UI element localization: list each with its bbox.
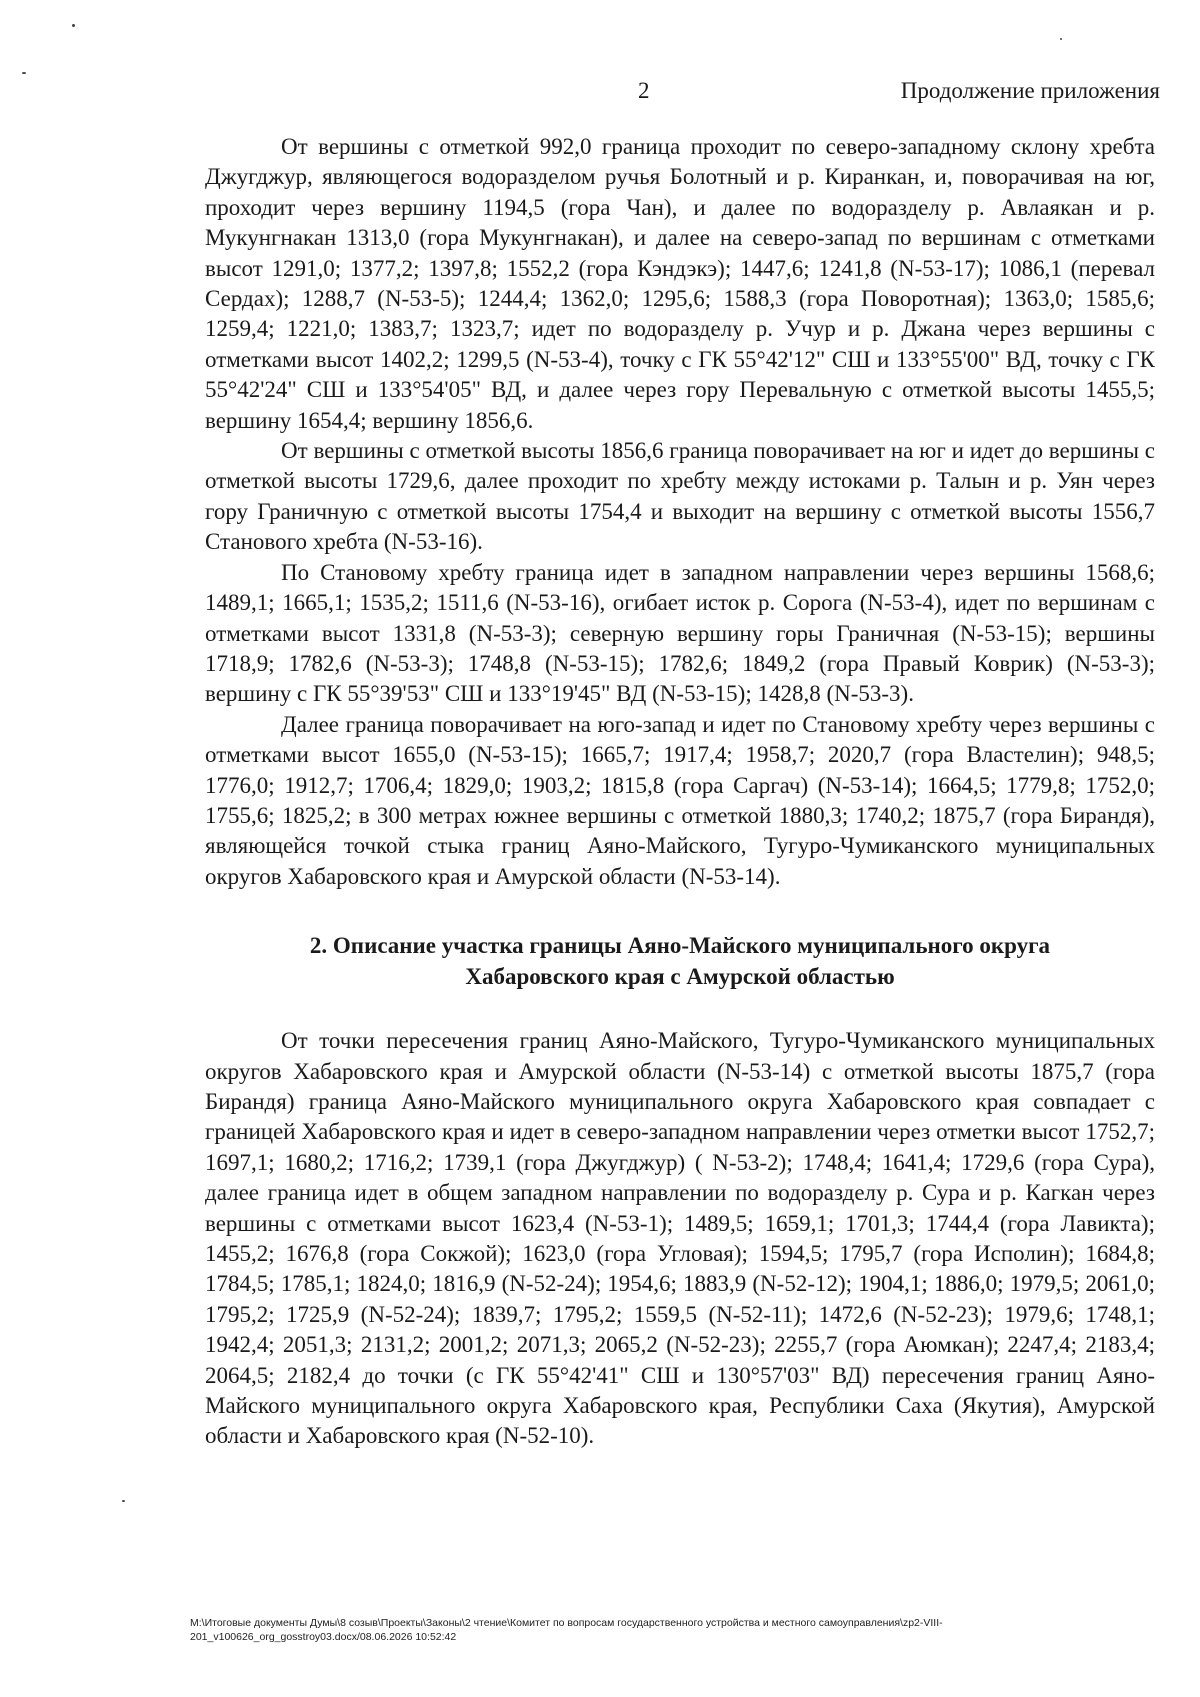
footer-file-path: M:\Итоговые документы Думы\8 созыв\Проекты\Законы\2 чтение\Комитет по вопросам государственного устройства и местного самоуправления\zp2-VIII-201_v100626_org_gosstroy03.docx/08.06.2026 10:52:42	[190, 1617, 943, 1643]
scan-speck	[72, 24, 75, 27]
paragraph: Далее граница поворачивает на юго-запад и идет по Становому хребту через вершины с отметками высот 1655,0 (N-53-15); 1665,7; 1917,4; 1958,7; 2020,7 (гора Властелин); 948,5; 1776,0; 1912,7; 1706,4; 1829,0; 1903,2; 1815,8 (гора Саргач) (N-53-14); 1664,5; 1779,8; 1752,0; 1755,6; 1825,2; в 300 метрах южнее вершины с отметкой 1880,3; 1740,2; 1875,7 (гора Бирандя), являющейся точкой стыка границ Аяно-Майского, Тугуро-Чумиканского муниципальных округов Хабаровского края и Амурской области (N-53-14).	[205, 711, 1155, 889]
document-body	[205, 132, 1155, 1452]
continuation-label: Продолжение приложения	[900, 78, 1160, 103]
paragraph: От вершины с отметкой 992,0 граница проходит по северо-западному склону хребта Джугджур, являющегося водоразделом ручья Болотный и р. Киранкан, и, поворачивая на юг, проходит через вершину 1194,5 (гора Чан), и далее по водоразделу р. Авлаякан и р. Мукунгнакан 1313,0 (гора Мукунгнакан), и далее на северо-запад по вершинам с отметками высот 1291,0; 1377,2; 1397,8; 1552,2 (гора Кэндэкэ); 1447,6; 1241,8 (N-53-17); 1086,1 (перевал Сердах); 1288,7 (N-53-5); 1244,4; 1362,0; 1295,6; 1588,3 (гора Поворотная); 1363,0; 1585,6; 1259,4; 1221,0; 1383,7; 1323,7; идет по водоразделу р. Учур и р. Джана через вершины с отметками высот 1402,2; 1299,5 (N-53-4), точку с ГК 55°42'12" СШ и 133°55'00" ВД, точку с ГК 55°42'24" СШ и 133°54'05" ВД, и далее через гору Перевальную с отметкой высоты 1455,5; вершину 1654,4; вершину 1856,6.	[205, 134, 1155, 433]
section-heading	[205, 930, 1155, 992]
scan-speck	[1060, 38, 1062, 40]
scan-speck	[122, 1500, 125, 1502]
section-heading-line-2: Хабаровского края с Амурской областью	[465, 964, 895, 990]
paragraph: От вершины с отметкой высоты 1856,6 граница поворачивает на юг и идет до вершины с отметкой высоты 1729,6, далее проходит по хребту между истоками р. Талын и р. Уян через гору Граничную с отметкой высоты 1754,4 и выходит на вершину с отметкой высоты 1556,7 Станового хребта (N-53-16).	[205, 438, 1155, 555]
page-number: 2	[638, 78, 650, 103]
scan-speck	[22, 72, 26, 74]
paragraph: От точки пересечения границ Аяно-Майского, Тугуро-Чумиканского муниципальных округов Хабаровского края и Амурской области (N-53-14) с отметкой высоты 1875,7 (гора Бирандя) граница Аяно-Майского муниципального округа Хабаровского края совпадает с границей Хабаровского края и идет в северо-западном направлении через отметки высот 1752,7; 1697,1; 1680,2; 1716,2; 1739,1 (гора Джугджур) ( N-53-2); 1748,4; 1641,4; 1729,6 (гора Сура), далее граница идет в общем западном направлении по водоразделу р. Сура и р. Кагкан через вершины с отметками высот 1623,4 (N-53-1); 1489,5; 1659,1; 1701,3; 1744,4 (гора Лавикта); 1455,2; 1676,8 (гора Сокжой); 1623,0 (гора Угловая); 1594,5; 1795,7 (гора Исполин); 1684,8; 1784,5; 1785,1; 1824,0; 1816,9 (N-52-24); 1954,6; 1883,9 (N-52-12); 1904,1; 1886,0; 1979,5; 2061,0; 1795,2; 1725,9 (N-52-24); 1839,7; 1795,2; 1559,5 (N-52-11); 1472,6 (N-52-23); 1979,6; 1748,1; 1942,4; 2051,3; 2131,2; 2001,2; 2071,3; 2065,2 (N-52-23); 2255,7 (гора Аюмкан); 2247,4; 2183,4; 2064,5; 2182,4 до точки (с ГК 55°42'41" СШ и 130°57'03" ВД) пересечения границ Аяно-Майского муниципального округа Хабаровского края, Республики Саха (Якутия), Амурской области и Хабаровского края (N-52-10).	[205, 1028, 1155, 1449]
section-heading-line-1: 2. Описание участка границы Аяно-Майского муниципального округа	[309, 933, 1051, 959]
paragraph: По Становому хребту граница идет в западном направлении через вершины 1568,6; 1489,1; 1665,1; 1535,2; 1511,6 (N-53-16), огибает исток р. Сорога (N-53-4), идет по вершинам с отметками высот 1331,8 (N-53-3); северную вершину горы Граничная (N-53-15); вершины 1718,9; 1782,6 (N-53-3); 1748,8 (N-53-15); 1782,6; 1849,2 (гора Правый Коврик) (N-53-3); вершину с ГК 55°39'53" СШ и 133°19'45" ВД (N-53-15); 1428,8 (N-53-3).	[205, 559, 1155, 707]
